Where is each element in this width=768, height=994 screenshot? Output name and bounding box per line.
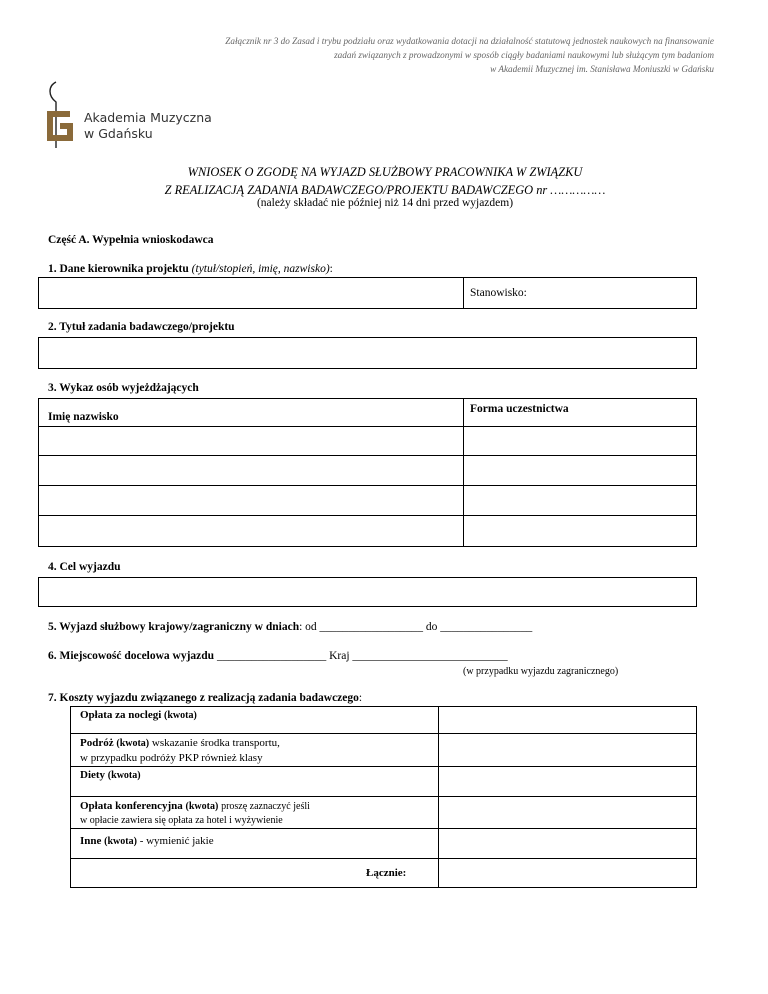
travelers-col-form: Forma uczestnictwa — [470, 403, 569, 415]
cost-conference-label — [80, 799, 310, 828]
part-a-heading: Część A. Wypełnia wnioskodawca — [48, 234, 214, 246]
header-note-line-3: w Akademii Muzycznej im. Stanisława Moniuszki w Gdańsku — [490, 64, 714, 74]
form-title-line-2: Z REALIZACJĄ ZADANIA BADAWCZEGO/PROJEKTU BADAWCZEGO nr …………… — [164, 183, 606, 197]
section-6-line — [48, 650, 508, 662]
section-4-field[interactable] — [38, 577, 697, 607]
cost-other-label — [80, 834, 214, 849]
traveler-row-3-name[interactable] — [39, 486, 463, 515]
section-7-heading — [48, 692, 362, 704]
form-title — [40, 163, 730, 199]
section-3-heading: 3. Wykaz osób wyjeżdżających — [48, 382, 199, 394]
section-2-field[interactable] — [38, 337, 697, 369]
cost-conference-rest: proszę zaznaczyć jeśli — [221, 801, 310, 812]
academy-name — [84, 110, 212, 142]
cost-other-amount[interactable] — [439, 829, 696, 858]
section-7-colon: : — [358, 692, 363, 704]
cost-conference-line-2: w opłacie zawiera się opłata za hotel i wyżywienie — [80, 815, 283, 826]
traveler-row-2-name[interactable] — [39, 456, 463, 485]
section-5-line — [48, 621, 532, 633]
cost-travel-line-2: w przypadku podróży PKP również klasy — [80, 752, 263, 764]
section-6-note: (w przypadku wyjazdu zagranicznego) — [463, 666, 619, 677]
academy-name-line-2: w Gdańsku — [84, 126, 153, 141]
cost-travel-amount[interactable] — [439, 734, 696, 766]
cost-accommodation-amount[interactable] — [439, 707, 696, 733]
cost-other-amount-hint: (kwota) — [104, 836, 137, 847]
travelers-col-name: Imię nazwisko — [48, 411, 119, 423]
traveler-row-1-form[interactable] — [464, 427, 696, 455]
cost-per-diem-amount[interactable] — [439, 767, 696, 796]
cost-travel-bold: Podróż — [80, 737, 114, 749]
cost-accommodation-bold: Opłata za noclegi — [80, 709, 162, 721]
cost-travel-amount-hint: (kwota) — [116, 738, 150, 749]
treble-clef-g-logo-icon — [42, 80, 82, 150]
section-5-dates[interactable]: : od __________________ do ________________ — [299, 621, 533, 633]
section-2-heading: 2. Tytuł zadania badawczego/projektu — [48, 321, 235, 333]
academy-logo — [42, 80, 242, 150]
section-1-heading — [48, 263, 333, 275]
section-1-label: 1. Dane kierownika projektu — [48, 263, 189, 275]
form-subtitle: (należy składać nie później niż 14 dni przed wyjazdem) — [256, 197, 514, 209]
cost-travel-label — [80, 736, 280, 765]
cost-per-diem-bold: Diety — [80, 769, 106, 781]
academy-name-line-1: Akademia Muzyczna — [84, 110, 212, 125]
section-1-field[interactable] — [38, 277, 697, 309]
cost-accommodation-label — [80, 708, 197, 723]
cost-travel-rest: wskazanie środka transportu, — [151, 737, 280, 749]
section-1-hint: (tytuł/stopień, imię, nazwisko) — [191, 263, 330, 275]
cost-conference-amount-hint: (kwota) — [185, 801, 219, 812]
cost-accommodation-amount-hint: (kwota) — [164, 710, 197, 721]
cost-other-rest: - wymienić jakie — [139, 835, 214, 847]
section-1-divider — [463, 277, 464, 309]
traveler-row-3-form[interactable] — [464, 486, 696, 515]
cost-total-amount[interactable] — [439, 859, 696, 887]
section-6-fields[interactable]: ___________________ Kraj ___________________________ — [216, 650, 508, 662]
position-label: Stanowisko: — [470, 287, 527, 299]
section-6-label: 6. Miejscowość docelowa wyjazdu — [48, 650, 215, 662]
cost-per-diem-label — [80, 768, 141, 783]
cost-conference-amount[interactable] — [439, 797, 696, 828]
traveler-row-2-form[interactable] — [464, 456, 696, 485]
header-note — [120, 34, 714, 76]
cost-per-diem-amount-hint: (kwota) — [107, 770, 141, 781]
header-note-line-1: Załącznik nr 3 do Zasad i trybu podziału oraz wydatkowania dotacji na działalność statutową jednostek naukowych na finansowanie — [225, 36, 714, 46]
cost-total-label: Łącznie: — [366, 867, 407, 879]
traveler-row-1-name[interactable] — [39, 427, 463, 455]
section-7-label: 7. Koszty wyjazdu związanego z realizacją zadania badawczego — [48, 692, 359, 704]
form-title-line-1: WNIOSEK O ZGODĘ NA WYJAZD SŁUŻBOWY PRACOWNIKA W ZWIĄZKU — [187, 165, 583, 179]
section-1-colon: : — [329, 263, 333, 275]
header-note-line-2: zadań związanych z prowadzonymi w sposób ciągły badaniami naukowymi lub służącym tym badaniom — [334, 50, 714, 60]
section-5-label: 5. Wyjazd służbowy krajowy/zagraniczny w dniach — [48, 621, 300, 633]
cost-other-bold: Inne — [80, 835, 102, 847]
traveler-row-4-name[interactable] — [39, 516, 463, 546]
cost-conference-bold: Opłata konferencyjna — [80, 800, 183, 812]
traveler-row-4-form[interactable] — [464, 516, 696, 546]
section-4-heading: 4. Cel wyjazdu — [48, 561, 121, 573]
